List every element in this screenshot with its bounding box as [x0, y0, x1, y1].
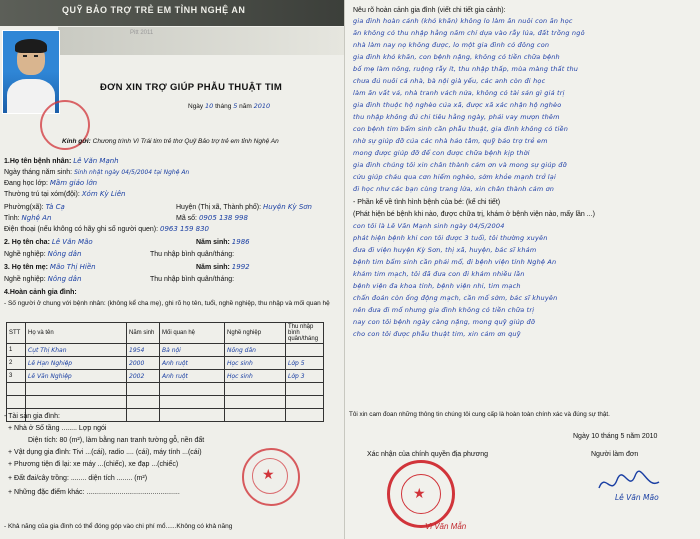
reason-line: mong được giúp đỡ để con được chữa bệnh kịp thời: [353, 149, 530, 157]
mother-income: Thu nhập bình quân/tháng:: [150, 276, 235, 283]
mother-job: Nghề nghiệp: Nông dân: [4, 275, 82, 283]
local-signer: Vi Văn Mẫn: [425, 522, 467, 531]
family-note: - Số người ở chung với bệnh nhân: (không kể cha mẹ), ghi rõ họ tên, tuổi, nghề nghiệp, thu nhập và mối quan hệ: [4, 300, 330, 307]
applicant-signer: Lê Văn Mão: [615, 493, 659, 502]
local-confirm: Xác nhận của chính quyền địa phương: [367, 451, 488, 458]
table-row: 2 Lê Hạn Nghiệp 2000 Anh ruột Học sinh Lớp 5: [7, 357, 324, 370]
illness-line: phát hiện bệnh khi con tôi được 3 tuổi, tôi thường xuyên: [353, 234, 548, 242]
assets-line: + Vật dụng gia đình: Tivi ...(cái), radio .... (cái), máy tính ...(cái): [8, 449, 202, 456]
father-birth: Năm sinh: 1986: [196, 238, 250, 246]
field-province: Tỉnh: Nghệ An: [4, 214, 52, 222]
reason-line: gia đình thuộc hộ nghèo của xã, được xã xác nhận hộ nghèo: [353, 101, 562, 109]
family-title: 4.Hoàn cảnh gia đình:: [4, 289, 77, 296]
kinh-gui: Kính gửi: Chương trình Vì Trái tim trẻ thơ Quỹ Bảo trợ trẻ em tỉnh Nghệ An: [62, 138, 279, 145]
reason-line: gia đình hoàn cảnh (khó khăn) không lo làm ăn nuôi con ăn học: [353, 17, 573, 25]
mother-birth: Năm sinh: 1992: [196, 263, 250, 271]
father-income: Thu nhập bình quân/tháng:: [150, 251, 235, 258]
stamp-star-icon: ★: [262, 466, 275, 482]
reason-line: đi học như các bạn cùng trang lứa, xin chân thành cảm ơn: [353, 185, 555, 193]
commitment: Tôi xin cam đoan những thông tin chúng tôi cung cấp là hoàn toàn chính xác và đúng sự thật.: [349, 411, 610, 418]
field-class: Đang học lớp: Mầm giáo lớn: [4, 179, 98, 187]
field-commune: Phường(xã): Tà Cạ: [4, 203, 65, 211]
reason-line: cứu giúp cháu qua cơn hiểm nghèo, sớm khỏe mạnh trở lại: [353, 173, 556, 181]
illness-title: - Phần kể về tình hình bệnh của bé: (kể chi tiết): [353, 199, 501, 206]
father-name: 2. Họ tên cha: Lê Văn Mão: [4, 238, 93, 246]
contribution-line: - Khả năng của gia đình có thể đóng góp vào chi phí mổ......Không có khả năng: [4, 523, 233, 530]
illness-line: bệnh viện đa khoa tỉnh, bệnh viện nhi, tim mạch: [353, 282, 521, 290]
family-table: [6, 322, 324, 422]
reason-line: bố mẹ làm nông, ruộng rẫy ít, thu nhập thấp, mùa màng thất thu: [353, 65, 579, 73]
field-phone: Điện thoại (nếu không có hãy ghi số người quen): 0963 159 830: [4, 225, 209, 233]
reason-line: gia đình chúng tôi xin chân thành cảm ơn và mong sự giúp đỡ: [353, 161, 567, 169]
header-subbanner: [58, 27, 344, 55]
assets-title: - Tài sản gia đình:: [4, 413, 60, 420]
assets-line: + Đất đai/cây trồng: ........ diện tích ........ (m²): [8, 475, 148, 482]
illness-note: (Phát hiện bé bệnh khi nào, được chữa trị, khám ở bệnh viện nào, mấy lần ...): [353, 211, 595, 218]
table-header: STT Họ và tên Năm sinh Mối quan hệ Nghề nghiệp Thu nhập bình quân/tháng: [7, 323, 324, 344]
form-title: ĐƠN XIN TRỢ GIÚP PHẪU THUẬT TIM: [100, 82, 283, 93]
org-name: QUỸ BẢO TRỢ TRẺ EM TỈNH NGHỆ AN: [62, 5, 246, 15]
field-code: Mã số: 0905 138 998: [176, 214, 248, 222]
reason-title: Nêu rõ hoàn cảnh gia đình (viết chi tiết gia cảnh):: [353, 7, 506, 14]
reason-line: con bệnh tim bẩm sinh cần phẫu thuật, gia đình không có tiền: [353, 125, 569, 133]
field-district: Huyện (Thị xã, Thành phố): Huyện Kỳ Sơn: [176, 203, 312, 211]
illness-line: nay con tôi bệnh ngày càng nặng, mong quỹ giúp đỡ: [353, 318, 535, 326]
illness-line: con tôi là Lê Văn Mạnh sinh ngày 04/5/2004: [353, 222, 505, 230]
reason-line: chưa đủ nuôi cả nhà, bà nội già yếu, các anh còn đi học: [353, 77, 546, 85]
assets-line: Diện tích: 80 (m²), làm bằng nan tranh tường gỗ, nền đất: [28, 437, 205, 444]
field-hamlet: Thường trú tại xóm(đội): Xóm Kỳ Liên: [4, 190, 126, 198]
assets-line: + Phương tiện đi lại: xe máy ...(chiếc), xe đạp ...(chiếc): [8, 461, 179, 468]
reason-line: nhà làm nay nọ không được, lo một gia đình có đông con: [353, 41, 550, 49]
field-name: 1.Họ tên bệnh nhân: Lê Văn Mạnh: [4, 157, 119, 165]
reason-line: làm ăn vất vả, nhà tranh vách nứa, không có tài sản gì giá trị: [353, 89, 565, 97]
illness-line: chẩn đoán còn ống động mạch, cần mổ sớm, bác sĩ khuyên: [353, 294, 558, 302]
illness-line: cho con tôi được phẫu thuật tim, xin cảm ơn quỹ: [353, 330, 521, 338]
illness-line: nên đưa đi mổ nhưng gia đình không có tiền chữa trị: [353, 306, 535, 314]
field-dob: Ngày tháng năm sinh: Sinh nhật ngày 04/5/2004 tại Nghệ An: [4, 169, 190, 176]
sign-date: Ngày 10 tháng 5 năm 2010: [573, 433, 658, 440]
table-row: [7, 396, 324, 409]
reason-line: ăn không có thu nhập hằng năm chỉ dựa vào rẫy lúa, đất trồng ngô: [353, 29, 585, 37]
table-row: 3 Lê Văn Nghiệp 2002 Anh ruột Học sinh Lớp 3: [7, 370, 324, 383]
date-line: Ngày 10 tháng 5 năm 2010: [188, 102, 271, 110]
illness-line: khám tim mạch, tôi đã đưa con đi khám nhiều lần: [353, 270, 525, 278]
reason-line: nhờ sự giúp đỡ của các nhà hảo tâm, quỹ bảo trợ trẻ em: [353, 137, 548, 145]
assets-line: + Những đặc điểm khác: ................................................: [8, 489, 180, 496]
local-stamp-star-icon: ★: [413, 485, 426, 501]
illness-line: đưa đi viện huyện Kỳ Sơn, thị xã, huyện, bác sĩ khám: [353, 246, 537, 254]
table-row: 1 Cụt Thị Khan 1954 Bà nội Nông dân: [7, 344, 324, 357]
father-job: Nghề nghiệp: Nông dân: [4, 250, 82, 258]
child-photo: [2, 30, 60, 114]
table-row: [7, 383, 324, 396]
applicant-label: Người làm đơn: [591, 451, 639, 458]
reason-line: thu nhập không đủ chi tiêu hằng ngày, phải vay mượn thêm: [353, 113, 560, 121]
right-page: [345, 0, 700, 539]
header-banner: [0, 0, 344, 26]
assets-line: + Nhà ở Số tầng ........ Lợp ngói: [8, 425, 107, 432]
illness-line: bệnh tim bẩm sinh cần phải mổ, đi bệnh viện tỉnh Nghệ An: [353, 258, 557, 266]
reason-line: gia đình khó khăn, con bệnh nặng, không có tiền chữa bệnh: [353, 53, 560, 61]
subbanner-text: Pitt 2011: [130, 30, 154, 36]
left-page: [0, 0, 345, 539]
mother-name: 3. Họ tên mẹ: Mão Thị Hiền: [4, 263, 96, 271]
